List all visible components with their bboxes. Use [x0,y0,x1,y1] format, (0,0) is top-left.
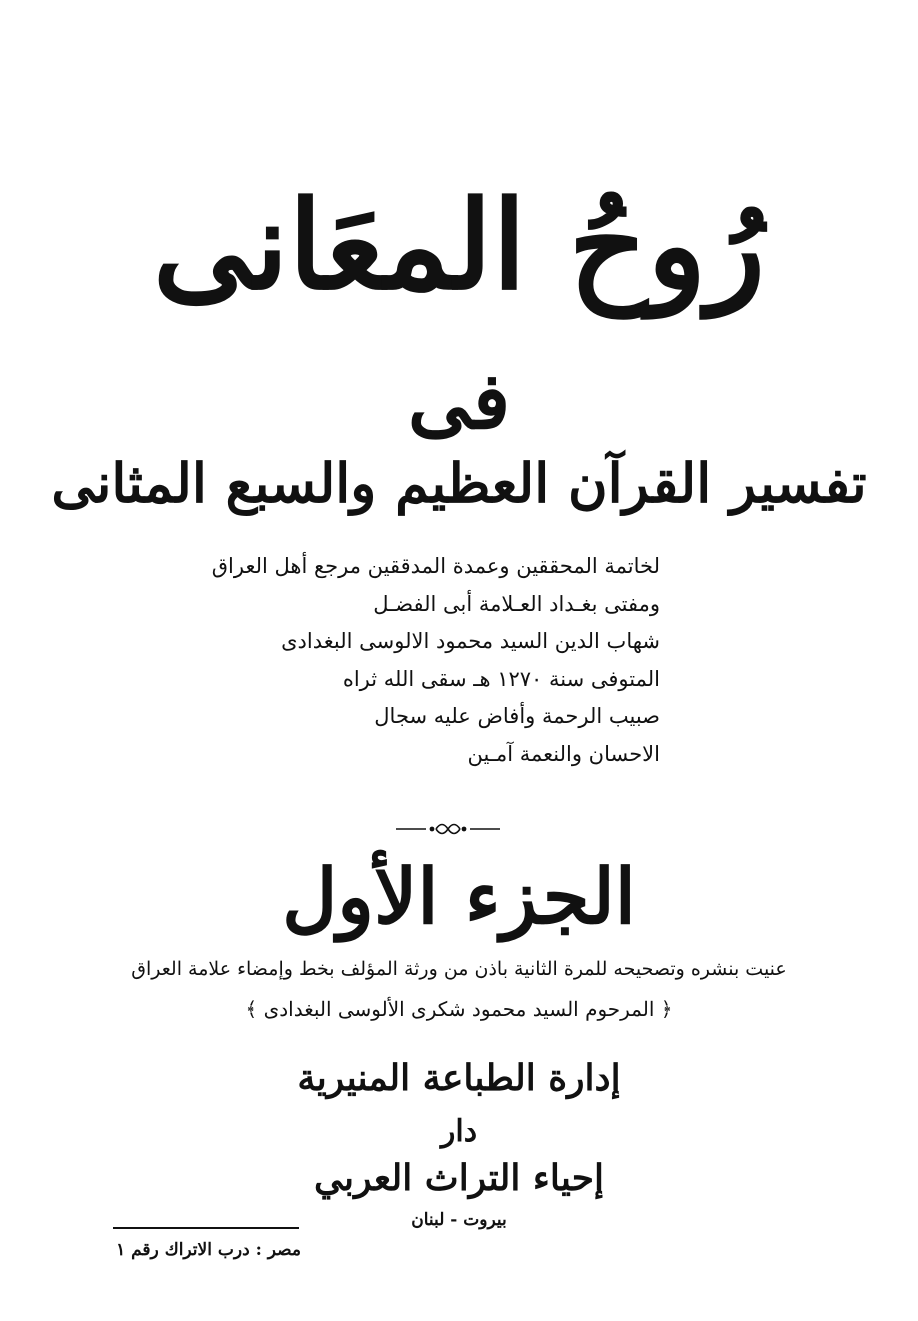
book-subtitle: تفسير القرآن العظيم والسبع المثانى [51,451,867,515]
author-line: الاحسان والنعمة آمـين [467,741,660,766]
author-line: ومفتى بغـداد العـلامة أبى الفضـل [373,591,660,616]
author-line: المتوفى سنة ١٢٧٠ هـ سقى الله ثراه [342,666,660,691]
author-description [211,548,660,773]
ornamental-divider [396,820,500,838]
publisher-city: بيروت - لبنان [411,1210,507,1230]
publisher-name: إدارة الطباعة المنيرية [297,1057,621,1099]
volume-title: الجزء الأول [282,852,636,941]
publisher-conjunction: دار [440,1114,478,1149]
publisher-name-secondary: إحياء التراث العربي [314,1157,604,1199]
book-title: رُوحُ المعَانى [152,173,766,317]
author-line: لخاتمة المحققين وعمدة المدققين مرجع أهل العراق [211,554,660,578]
branch-rule [113,1227,299,1229]
editor-name: ﴿ المرحوم السيد محمود شكرى الألوسى البغدادى ﴾ [245,997,673,1021]
author-line: شهاب الدين السيد محمود الالوسى البغدادى [281,629,660,653]
title-preposition: فى [407,356,511,447]
edition-note: عنيت بنشره وتصحيحه للمرة الثانية باذن من ورثة المؤلف بخط وإمضاء علامة العراق [131,958,787,980]
branch-address: مصر : درب الاتراك رقم ١ [116,1240,301,1260]
author-line: صبيب الرحمة وأفاض عليه سجال [374,704,660,728]
